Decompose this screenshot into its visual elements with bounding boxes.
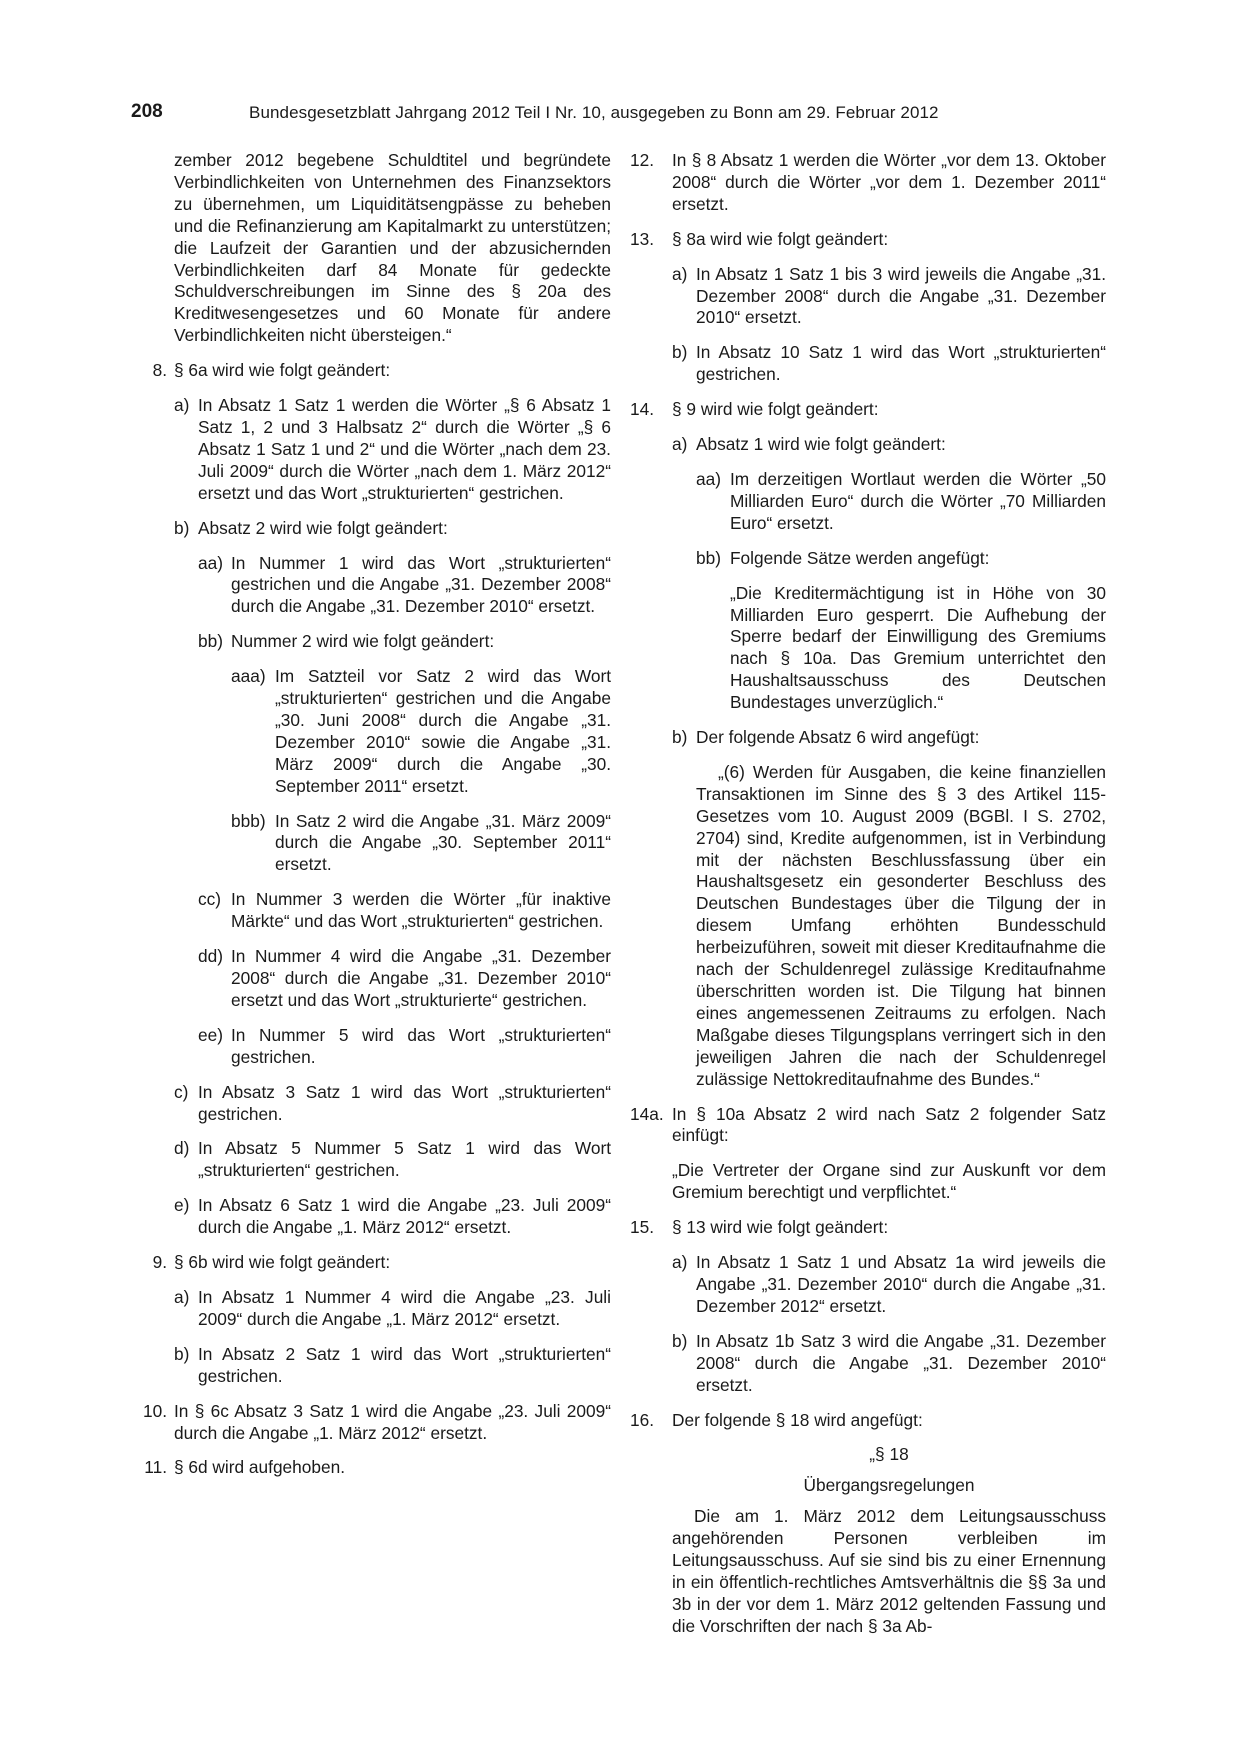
item-number: b) [174,1343,190,1364]
item-text: In Absatz 1 Satz 1 bis 3 wird jeweils die Angabe „31. Dezember 2008“ durch die Angabe „31. Dezember 2010“ ersetzt. [696,263,1106,328]
item-number: a) [174,1286,190,1307]
item-14a-aa [630,469,1106,535]
item-13a [630,264,1106,330]
item-number: aaa) [231,666,266,687]
item-9b [131,1344,611,1388]
item-number: e) [174,1195,190,1216]
item-12 [630,150,1106,216]
item-text: Im derzeitigen Wortlaut werden die Wörter „50 Milliarden Euro“ durch die Wörter „70 Milliarden Euro“ ersetzt. [730,468,1106,533]
item-13 [630,229,1106,251]
page-number: 208 [131,101,163,122]
item-number: 14. [630,399,655,420]
quoted-sentence: „Die Vertreter der Organe sind zur Auskunft vor dem Gremium berechtigt und verpflichtet.“ [672,1160,1106,1203]
item-14 [630,399,1106,421]
item-number: bbb) [231,810,266,831]
quoted-paragraph-6: „(6) Werden für Ausgaben, die keine finanziellen Transaktionen im Sinne des § 3 des Artikel 115-Gesetzes vom 10. August 2009 (BGBl. I S. 2702, 2704) sind, Kredite aufgenommen, ist in Verbindung mit der nächsten Beschlussfassung über ein Haushaltsgesetz ein gesonderter Beschluss des Deutschen Bundestages über die Tilgung der in diesem Umfang erhöhten Bundesschuld herbeizuführen, soweit mit dieser Kreditaufnahme die nach der Schuldenregel zulässige Kreditaufnahme überschritten worden ist. Die Tilgung hat binnen eines angemessenen Zeitraums zu erfolgen. Nach Maßgabe dieses Tilgungsplans verringert sich in den jeweiligen Jahren die nach der Schuldenregel zulässige Nettokreditaufnahme des Bundes.“ [696,761,1106,1089]
item-text: Absatz 2 wird wie folgt geändert: [198,517,448,538]
item-number: 11. [144,1457,167,1478]
item-11 [131,1457,611,1479]
section-18-heading: „§ 18 [869,1444,909,1465]
item-text: Der folgende § 18 wird angefügt: [672,1409,923,1430]
item-number: bb) [696,547,721,568]
item-9 [131,1252,611,1274]
item-text: In § 6c Absatz 3 Satz 1 wird die Angabe „23. Juli 2009“ durch die Angabe „1. März 2012“ ersetzt. [174,1400,611,1443]
item-text: Im Satzteil vor Satz 2 wird das Wort „strukturierten“ gestrichen und die Angabe „30. Juni 2008“ durch die Angabe „31. Dezember 2010“ sowie die Angabe „31. März 2009“ durch die Angabe „30. September 2011“ ersetzt. [275,666,611,796]
item-text: § 9 wird wie folgt geändert: [672,399,879,420]
item-15b [630,1331,1106,1397]
item-text: In Absatz 10 Satz 1 wird das Wort „strukturierten“ gestrichen. [696,342,1106,385]
item-number: a) [672,263,688,284]
item-number: cc) [198,889,222,910]
item-16 [630,1410,1106,1432]
item-number: bb) [198,631,223,652]
item-text: In Nummer 4 wird die Angabe „31. Dezember 2008“ durch die Angabe „31. Dezember 2010“ ersetzt und das Wort „strukturierte“ gestrichen. [231,946,611,1010]
item-8d [131,1138,611,1182]
item-8c [131,1082,611,1126]
right-column [630,150,1106,1651]
item-number: a) [174,395,190,416]
item-text: § 6b wird wie folgt geändert: [174,1252,391,1273]
item-number: aa) [696,468,721,489]
item-text: § 13 wird wie folgt geändert: [672,1217,889,1238]
item-text: In § 8 Absatz 1 werden die Wörter „vor dem 13. Oktober 2008“ durch die Wörter „vor dem 1. Dezember 2011“ ersetzt. [672,150,1106,214]
item-text: In Nummer 5 wird das Wort „strukturierten“ gestrichen. [231,1024,611,1067]
item-14b [630,727,1106,749]
item-15a [630,1252,1106,1318]
item-8b-bb [131,631,611,653]
item-text: In Absatz 3 Satz 1 wird das Wort „strukturierten“ gestrichen. [198,1081,611,1124]
item-number: ee) [198,1024,223,1045]
item-text: In Nummer 3 werden die Wörter „für inaktive Märkte“ und das Wort „strukturierten“ gestrichen. [231,889,611,932]
item-number: 15. [630,1217,655,1238]
item-text: In Nummer 1 wird das Wort „strukturierten“ gestrichen und die Angabe „31. Dezember 2008“ durch die Angabe „31. Dezember 2010“ ersetzt. [231,552,611,617]
item-8b-dd [131,946,611,1012]
item-number: dd) [198,946,223,967]
item-text: In Absatz 1 Satz 1 werden die Wörter „§ 6 Absatz 1 Satz 1, 2 und 3 Halbsatz 2“ durch die Wörter „§ 6 Absatz 1 Satz 1 und 2“ und die Wörter „nach dem 23. Juli 2009“ durch die Wörter „nach dem 1. März 2012“ ersetzt und das Wort „strukturierten“ gestrichen. [198,395,611,503]
item-number: 13. [630,228,655,249]
item-number: d) [174,1138,190,1159]
item-number: b) [672,1330,688,1351]
item-8e [131,1195,611,1239]
item-14a-bb [630,548,1106,570]
item-8 [131,360,611,382]
item-number: b) [672,727,688,748]
item-text: Folgende Sätze werden angefügt: [730,547,990,568]
item-text: Nummer 2 wird wie folgt geändert: [231,631,495,652]
item-text: Absatz 1 wird wie folgt geändert: [696,434,946,455]
item-text: Der folgende Absatz 6 wird angefügt: [696,727,980,748]
item-number: 8. [152,360,167,381]
page-header [131,101,991,127]
continued-paragraph: zember 2012 begebene Schuldtitel und begründete Verbindlichkeiten von Unternehmen des Finanzsektors zu übernehmen, um Liquiditätsengpässe zu beheben und die Refinanzierung am Kapitalmarkt zu unterstützen; die Laufzeit der Garantien und der abzusichernden Verbindlichkeiten darf 84 Monate für gedeckte Schuldverschreibungen im Sinne des § 20a des Kreditwesengesetzes und 60 Monate für andere Verbindlichkeiten nicht übersteigen.“ [174,150,611,346]
item-15 [630,1217,1106,1239]
item-text: § 6d wird aufgehoben. [174,1457,346,1478]
item-number: 12. [630,150,655,170]
item-8b-bb-aaa [131,666,611,797]
section-18-title: Übergangsregelungen [803,1475,975,1496]
item-8b [131,518,611,540]
item-text: In Satz 2 wird die Angabe „31. März 2009“ durch die Angabe „30. September 2011“ ersetzt. [275,810,611,875]
item-number: 9. [152,1252,167,1273]
item-text: In Absatz 1 Satz 1 und Absatz 1a wird jeweils die Angabe „31. Dezember 2010“ durch die Angabe „31. Dezember 2012“ ersetzt. [696,1252,1106,1316]
item-text: In Absatz 1b Satz 3 wird die Angabe „31. Dezember 2008“ durch die Angabe „31. Dezember 2010“ ersetzt. [696,1330,1106,1395]
item-14a-section [630,1104,1106,1148]
item-10 [131,1401,611,1445]
item-8b-ee [131,1025,611,1069]
item-number: a) [672,434,688,455]
item-8a [131,395,611,505]
item-number: c) [174,1081,189,1102]
item-number: 16. [630,1409,655,1430]
item-9a [131,1287,611,1331]
quoted-sentences: „Die Kreditermächtigung ist in Höhe von 30 Milliarden Euro gesperrt. Die Aufhebung der Sperre bedarf der Einwilligung des Gremiums nach § 10a. Das Gremium unterrichtet den Haushaltsausschuss des Deutschen Bundestages unverzüglich.“ [730,582,1106,713]
item-text: In § 10a Absatz 2 wird nach Satz 2 folgender Satz einfügt: [672,1103,1106,1146]
item-text: In Absatz 6 Satz 1 wird die Angabe „23. Juli 2009“ durch die Angabe „1. März 2012“ ersetzt. [198,1195,611,1238]
item-text: § 6a wird wie folgt geändert: [174,360,391,381]
item-text: In Absatz 1 Nummer 4 wird die Angabe „23. Juli 2009“ durch die Angabe „1. März 2012“ ersetzt. [198,1286,611,1329]
item-number: 10. [142,1400,167,1421]
item-number: a) [672,1252,688,1273]
item-number: b) [672,342,688,363]
item-text: § 8a wird wie folgt geändert: [672,228,889,249]
item-text: In Absatz 2 Satz 1 wird das Wort „strukturierten“ gestrichen. [198,1343,611,1386]
left-column [131,150,611,1492]
section-18-text: Die am 1. März 2012 dem Leitungsausschuss angehörenden Personen verbleiben im Leitungsausschuss. Auf sie sind bis zu einer Ernennung in ein öffentlich-rechtliches Amtsverhältnis die §§ 3a und 3b in der vor dem 1. März 2012 geltenden Fassung und die Vorschriften der nach § 3a Ab- [672,1506,1106,1636]
item-13b [630,342,1106,386]
item-number: aa) [198,552,223,573]
running-title: Bundesgesetzblatt Jahrgang 2012 Teil I Nr. 10, ausgegeben zu Bonn am 29. Februar 2012 [249,103,939,122]
item-number: b) [174,517,190,538]
item-8b-cc [131,889,611,933]
item-8b-aa [131,553,611,619]
item-text: In Absatz 5 Nummer 5 Satz 1 wird das Wort „strukturierten“ gestrichen. [198,1138,611,1181]
item-8b-bb-bbb [131,811,611,877]
item-number: 14a. [630,1103,664,1124]
item-14a [630,434,1106,456]
